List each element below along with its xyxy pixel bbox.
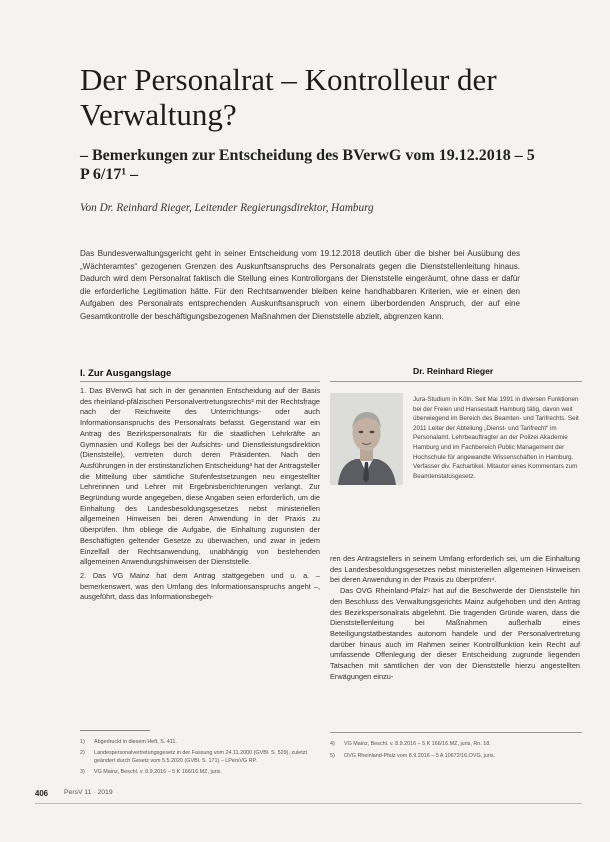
author-byline: Von Dr. Reinhard Rieger, Leitender Regierungsdirektor, Hamburg	[80, 202, 374, 214]
paragraph: 2. Das VG Mainz hat dem Antrag stattgegeben und u. a. – bemerkenswert, was den Umfang des Informationsanspruchs angeht –, ausgeführt, dass das Informationsbegeh-	[80, 570, 320, 602]
footnotes-right	[330, 740, 582, 760]
article-abstract: Das Bundesverwaltungsgericht geht in seiner Entscheidung vom 19.12.2018 deutlich über die bisher bei Ausübung des „Wächteramtes“ gezogenen Grenzen des Auskunftsanspruchs des Personalrats gegen die Dienststellenleitung hinaus. Dadurch wird dem Personalrat faktisch die Stellung eines Kontrollorgans der Dienststelle eingeräumt, ohne dass er dafür die erforderliche Legitimation hätte. Für den Rechtsanwender bleiben keine handhabbaren Kriterien, wie er einen den Aufgaben des Personalrats entsprechenden Auskunftsanspruch von einem überbordenden Anspruch, der auf eine Gesamtkontrolle der beschäftigungsbezogenen Maßnahmen der Dienststelle abzielt, abgrenzen kann.	[80, 249, 520, 321]
left-column	[80, 386, 320, 603]
page-number: 406	[35, 789, 49, 798]
author-box-rule	[330, 381, 582, 382]
article-subtitle: – Bemerkungen zur Entscheidung des BVerwG vom 19.12.2018 – 5 P 6/17¹ –	[80, 147, 535, 183]
footnotes-left	[80, 738, 320, 776]
right-column	[330, 554, 580, 682]
author-photo	[330, 393, 403, 485]
footnote: 5) OVG Rheinland-Pfalz vom 8.9.2016 – 5 A 10672/16.OVG, juris.	[330, 753, 496, 759]
footnote-rule	[330, 732, 582, 733]
author-bio: Jura-Studium in Köln. Seit Mai 1991 in diversen Funktionen bei der Freien und Hansestadt Hamburg tätig, davon weit überwiegend im Bereich des Beamten- und Tarifrechts. Seit 2011 Leiter der Abteilung „Dienst- und Tarifrecht“ im Personalamt. Lehrbeauftragter an der Polizei Akademie Hamburg und im Fachbereich Public Management der Hochschule für angewandte Wissenschaften in Hamburg. Verfasser div. Fachartikel. Mitautor eines Kommentars zum Beamtenstatusgesetz.	[413, 396, 579, 480]
section-rule	[80, 381, 320, 382]
section-heading: I. Zur Ausgangslage	[80, 368, 172, 379]
paragraph: Das OVG Rheinland-Pfalz⁵ hat auf die Beschwerde der Dienststelle hin den Beschluss des Verwaltungsgerichts Mainz aufgehoben und den Antrag des Bezirkspersonalrats abgelehnt. Die tragenden Gründe waren, dass die Dienststellenleitung bei Maßnahmen außerhalb eines Beteiligungstatbestandes autonom handele und der Personalvertretung darüber hinaus auch im Rahmen seiner Kontrollfunktion kein Recht auf umfassende Offenlegung der dieser Entscheidung zugrunde liegenden Tatsachen mit sämtlichen der von der Dienststelle hierzu angestellten Erwägungen einzu-	[330, 586, 580, 681]
paragraph: ren des Antragstellers in seinem Umfang erforderlich sei, um die Einhaltung des Landesbesoldungsgesetzes nebst ministeriellen allgemeinen Hinweisen bei deren Anwendung in der Praxis zu überprüfen⁴.	[330, 554, 580, 585]
footer-rule	[35, 803, 582, 804]
footnote: 4) VG Mainz, Beschl. v. 8.9.2016 – 5 K 166/16.MZ, juris, Rn. 18.	[330, 741, 491, 747]
paragraph: 1. Das BVerwG hat sich in der genannten Entscheidung auf der Basis des rheinland-pfälzischen Personalvertretungsrechts² mit der Rechtsfrage nach der Reichweite des Unterrichtungs- oder auch Informationsanspruchs des Personalrats befasst. Gegenstand war ein Antrag des Bezirkspersonalrats für die staatlichen Lehrkräfte an Gymnasien und Kollegs bei der Aufsichts- und Dienstleistungsdirektion (Dienststelle), vertreten durch deren Präsidenten. Nach den Ausführungen in der erstinstanzlichen Entscheidung³ hat der Antragsteller die Mitteilung über sämtliche Stufenfestsetzungen neu eingestellter Lehrerinnen und Lehrer mit Ergebnisberichterungen verlangt. Zur Begründung wurde angegeben, diese Angaben seien erforderlich, um die Einhaltung des Landesbesoldungsgesetzes nebst ministeriellen allgemeinen Hinweisen bei deren Anwendung in der Praxis zu überprüfen. Ihm obliege die Aufgabe, die Einhaltung zugunsten der Beschäftigten geltender Gesetze zu überwachen, und zwar in jedem Einzelfall der Rechtsanwendung, unabhängig von bestehenden allgemeinen Anwendungshinweisen der Dienststelle.	[80, 386, 320, 567]
footnote: 1) Abgedruckt in diesem Heft, S. 411.	[80, 739, 177, 745]
journal-issue: PersV 11 · 2019	[64, 789, 113, 796]
footnote-rule	[80, 730, 150, 731]
article-title: Der Personalrat – Kontrolleur der Verwaltung?	[80, 62, 497, 132]
footnote: 2) Landespersonalvertretungsgesetz in der Fassung vom 24.11.2000 (GVBl. S. 529), zuletzt geändert durch Gesetz vom 5.5.2020 (GVBl. S. 171) – LPersVG RP.	[80, 750, 307, 764]
footnote: 3) VG Mainz, Beschl. v. 8.9.2016 – 5 K 166/16.MZ, juris.	[80, 769, 222, 775]
author-box-name: Dr. Reinhard Rieger	[413, 366, 494, 376]
